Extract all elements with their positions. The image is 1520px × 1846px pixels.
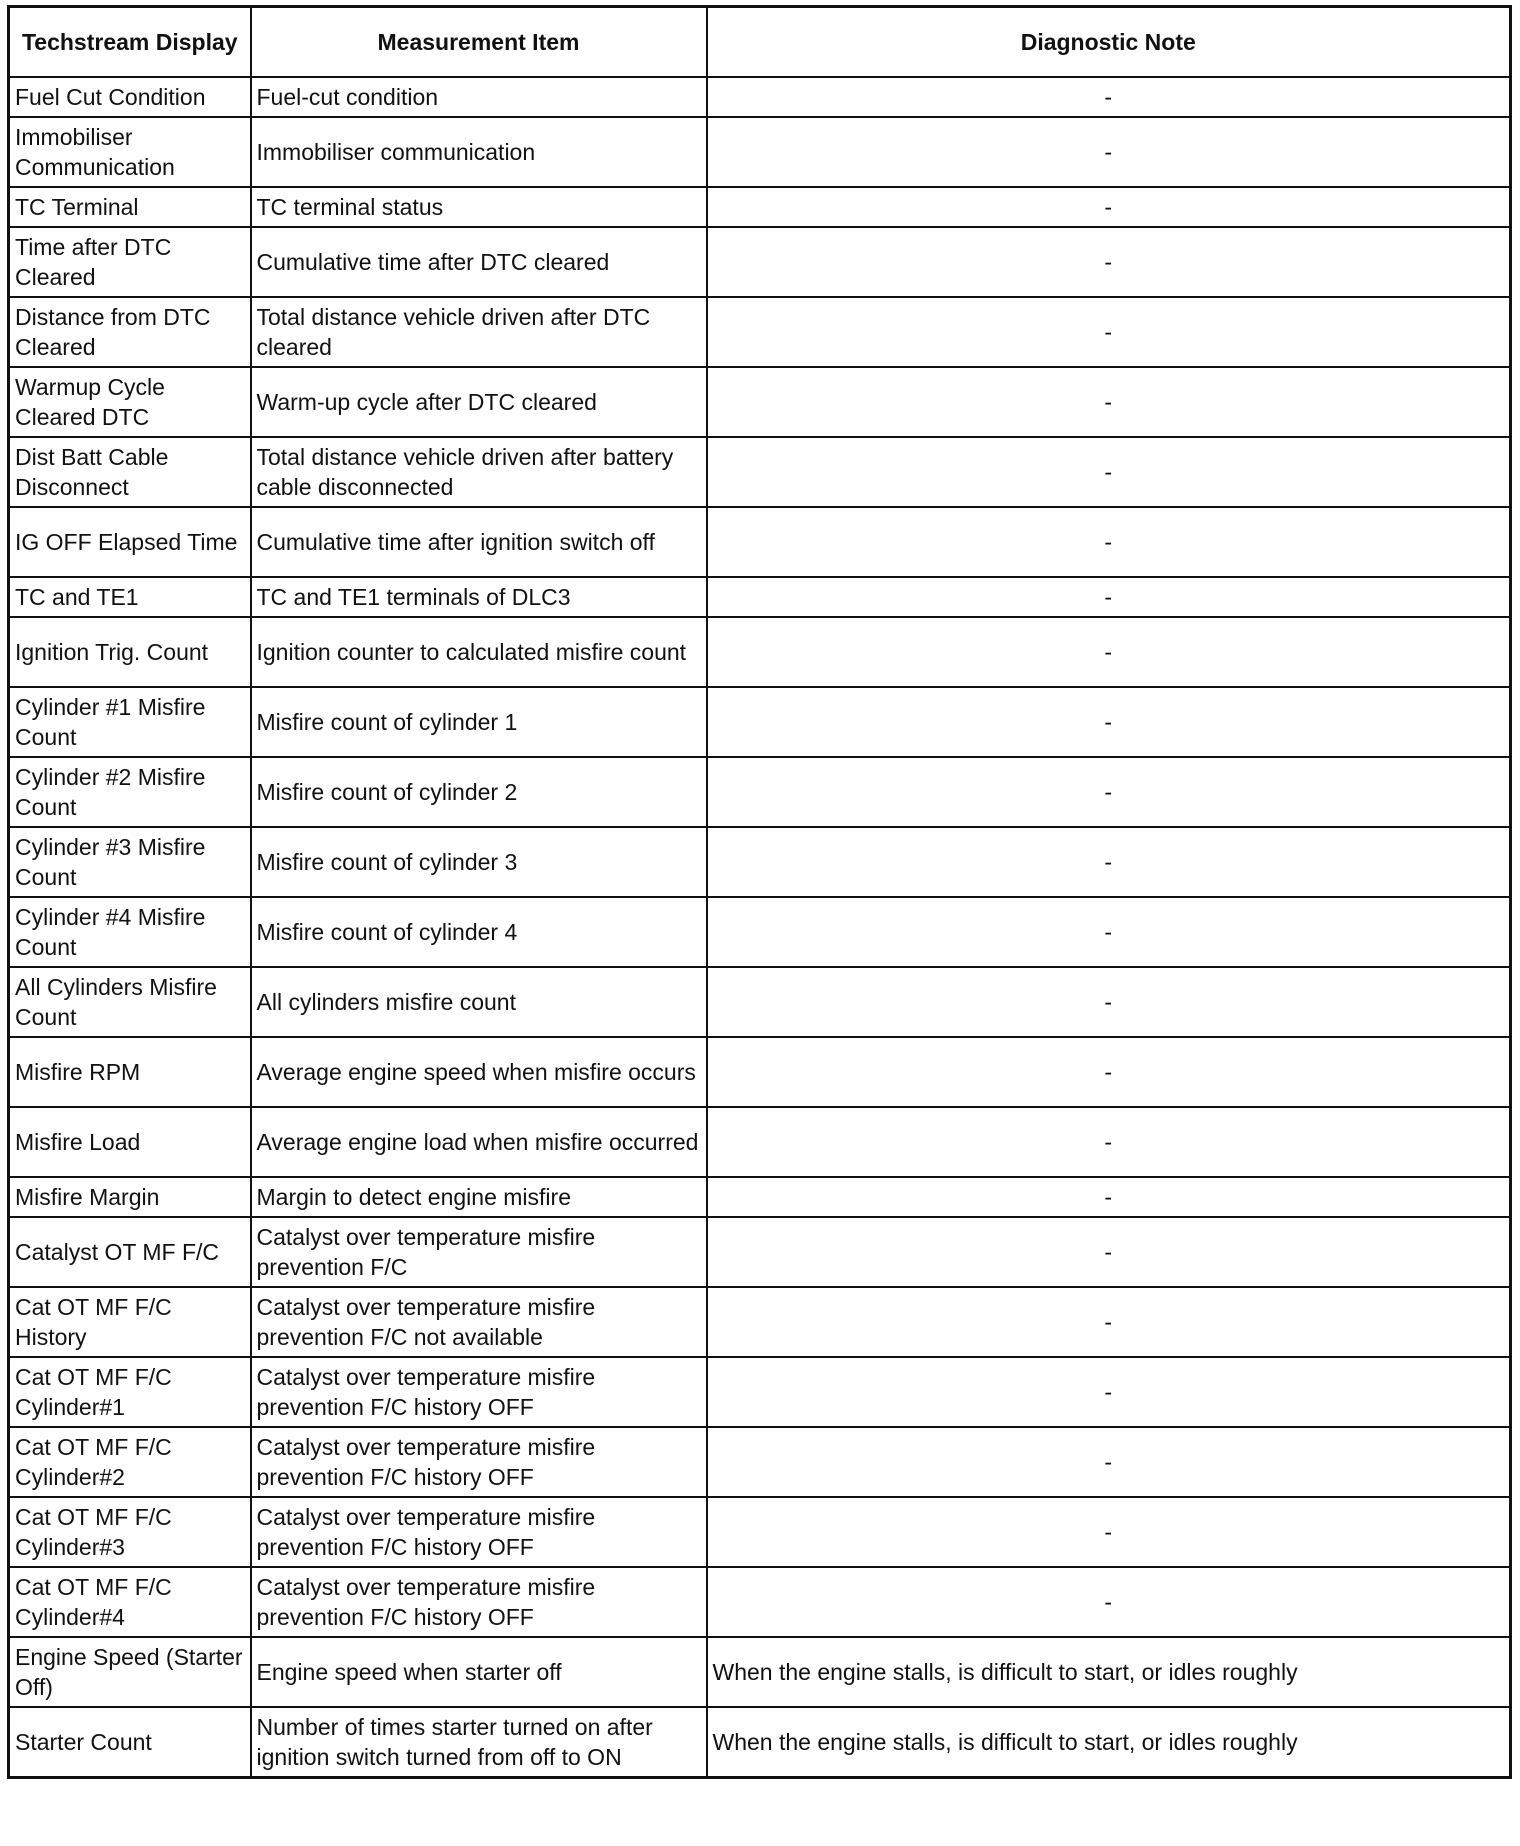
cell-measurement-item: Engine speed when starter off	[251, 1637, 707, 1707]
cell-techstream-display: Misfire Load	[9, 1107, 251, 1177]
cell-diagnostic-note: -	[707, 1037, 1511, 1107]
cell-measurement-item: Number of times starter turned on after ignition switch turned from off to ON	[251, 1707, 707, 1778]
cell-techstream-display: Starter Count	[9, 1707, 251, 1778]
cell-techstream-display: Cylinder #3 Misfire Count	[9, 827, 251, 897]
cell-techstream-display: Engine Speed (Starter Off)	[9, 1637, 251, 1707]
table-row	[9, 687, 1511, 757]
cell-measurement-item: Immobiliser communication	[251, 117, 707, 187]
cell-diagnostic-note: -	[707, 827, 1511, 897]
cell-measurement-item: Average engine load when misfire occurred	[251, 1107, 707, 1177]
cell-measurement-item: Cumulative time after ignition switch off	[251, 507, 707, 577]
header-row	[9, 7, 1511, 78]
cell-measurement-item: Total distance vehicle driven after battery cable disconnected	[251, 437, 707, 507]
cell-techstream-display: Cylinder #4 Misfire Count	[9, 897, 251, 967]
cell-measurement-item: TC and TE1 terminals of DLC3	[251, 577, 707, 617]
table-row	[9, 897, 1511, 967]
cell-diagnostic-note: -	[707, 437, 1511, 507]
cell-diagnostic-note: -	[707, 1107, 1511, 1177]
table-row	[9, 1497, 1511, 1567]
cell-techstream-display: Dist Batt Cable Disconnect	[9, 437, 251, 507]
table-row	[9, 1217, 1511, 1287]
cell-techstream-display: Cat OT MF F/C Cylinder#3	[9, 1497, 251, 1567]
cell-measurement-item: Misfire count of cylinder 2	[251, 757, 707, 827]
cell-diagnostic-note: -	[707, 1427, 1511, 1497]
table-row	[9, 827, 1511, 897]
cell-techstream-display: IG OFF Elapsed Time	[9, 507, 251, 577]
cell-measurement-item: Misfire count of cylinder 1	[251, 687, 707, 757]
cell-measurement-item: Catalyst over temperature misfire prevention F/C history OFF	[251, 1357, 707, 1427]
cell-measurement-item: Fuel-cut condition	[251, 77, 707, 117]
cell-techstream-display: Time after DTC Cleared	[9, 227, 251, 297]
cell-measurement-item: Margin to detect engine misfire	[251, 1177, 707, 1217]
cell-diagnostic-note: -	[707, 687, 1511, 757]
cell-measurement-item: Cumulative time after DTC cleared	[251, 227, 707, 297]
cell-techstream-display: Misfire Margin	[9, 1177, 251, 1217]
cell-techstream-display: Cat OT MF F/C Cylinder#2	[9, 1427, 251, 1497]
cell-diagnostic-note: -	[707, 117, 1511, 187]
table-row	[9, 1357, 1511, 1427]
cell-diagnostic-note: -	[707, 187, 1511, 227]
table-row	[9, 1637, 1511, 1707]
header-measurement-item: Measurement Item	[251, 7, 707, 78]
table-row	[9, 757, 1511, 827]
cell-measurement-item: Warm-up cycle after DTC cleared	[251, 367, 707, 437]
cell-measurement-item: Misfire count of cylinder 4	[251, 897, 707, 967]
cell-diagnostic-note: -	[707, 967, 1511, 1037]
cell-measurement-item: Catalyst over temperature misfire prevention F/C history OFF	[251, 1427, 707, 1497]
table-row	[9, 1177, 1511, 1217]
cell-diagnostic-note: -	[707, 77, 1511, 117]
cell-techstream-display: Cylinder #1 Misfire Count	[9, 687, 251, 757]
cell-measurement-item: Catalyst over temperature misfire prevention F/C history OFF	[251, 1567, 707, 1637]
table-row	[9, 967, 1511, 1037]
table-row	[9, 297, 1511, 367]
cell-techstream-display: Fuel Cut Condition	[9, 77, 251, 117]
cell-diagnostic-note: -	[707, 227, 1511, 297]
cell-techstream-display: Cat OT MF F/C Cylinder#1	[9, 1357, 251, 1427]
cell-diagnostic-note: When the engine stalls, is difficult to start, or idles roughly	[707, 1707, 1511, 1778]
cell-diagnostic-note: -	[707, 297, 1511, 367]
cell-techstream-display: Ignition Trig. Count	[9, 617, 251, 687]
table-row	[9, 1037, 1511, 1107]
cell-diagnostic-note: -	[707, 1567, 1511, 1637]
cell-measurement-item: Catalyst over temperature misfire prevention F/C history OFF	[251, 1497, 707, 1567]
cell-measurement-item: Misfire count of cylinder 3	[251, 827, 707, 897]
table-row	[9, 1567, 1511, 1637]
cell-diagnostic-note: -	[707, 897, 1511, 967]
cell-techstream-display: Cat OT MF F/C Cylinder#4	[9, 1567, 251, 1637]
table-row	[9, 1707, 1511, 1778]
table-row	[9, 187, 1511, 227]
cell-techstream-display: Distance from DTC Cleared	[9, 297, 251, 367]
cell-diagnostic-note: -	[707, 1357, 1511, 1427]
cell-diagnostic-note: -	[707, 1217, 1511, 1287]
cell-diagnostic-note: -	[707, 617, 1511, 687]
cell-measurement-item: TC terminal status	[251, 187, 707, 227]
cell-techstream-display: Warmup Cycle Cleared DTC	[9, 367, 251, 437]
cell-techstream-display: Immobiliser Communication	[9, 117, 251, 187]
header-techstream-display: Techstream Display	[9, 7, 251, 78]
cell-measurement-item: Catalyst over temperature misfire prevention F/C	[251, 1217, 707, 1287]
table-row	[9, 1107, 1511, 1177]
cell-diagnostic-note: -	[707, 577, 1511, 617]
cell-measurement-item: Total distance vehicle driven after DTC cleared	[251, 297, 707, 367]
cell-diagnostic-note: -	[707, 1497, 1511, 1567]
cell-measurement-item: Catalyst over temperature misfire prevention F/C not available	[251, 1287, 707, 1357]
cell-diagnostic-note: -	[707, 507, 1511, 577]
table-row	[9, 577, 1511, 617]
header-diagnostic-note: Diagnostic Note	[707, 7, 1511, 78]
cell-measurement-item: All cylinders misfire count	[251, 967, 707, 1037]
cell-techstream-display: All Cylinders Misfire Count	[9, 967, 251, 1037]
measurement-table	[7, 5, 1512, 1779]
table-row	[9, 77, 1511, 117]
cell-techstream-display: TC and TE1	[9, 577, 251, 617]
cell-diagnostic-note: -	[707, 367, 1511, 437]
table-row	[9, 117, 1511, 187]
table-row	[9, 1427, 1511, 1497]
cell-techstream-display: Misfire RPM	[9, 1037, 251, 1107]
table-row	[9, 617, 1511, 687]
cell-diagnostic-note: -	[707, 1177, 1511, 1217]
table-row	[9, 1287, 1511, 1357]
table-row	[9, 507, 1511, 577]
cell-techstream-display: Catalyst OT MF F/C	[9, 1217, 251, 1287]
cell-diagnostic-note: -	[707, 1287, 1511, 1357]
cell-techstream-display: Cylinder #2 Misfire Count	[9, 757, 251, 827]
table-row	[9, 437, 1511, 507]
table-row	[9, 367, 1511, 437]
cell-techstream-display: TC Terminal	[9, 187, 251, 227]
table-row	[9, 227, 1511, 297]
cell-diagnostic-note: -	[707, 757, 1511, 827]
cell-measurement-item: Average engine speed when misfire occurs	[251, 1037, 707, 1107]
cell-diagnostic-note: When the engine stalls, is difficult to start, or idles roughly	[707, 1637, 1511, 1707]
cell-techstream-display: Cat OT MF F/C History	[9, 1287, 251, 1357]
cell-measurement-item: Ignition counter to calculated misfire count	[251, 617, 707, 687]
